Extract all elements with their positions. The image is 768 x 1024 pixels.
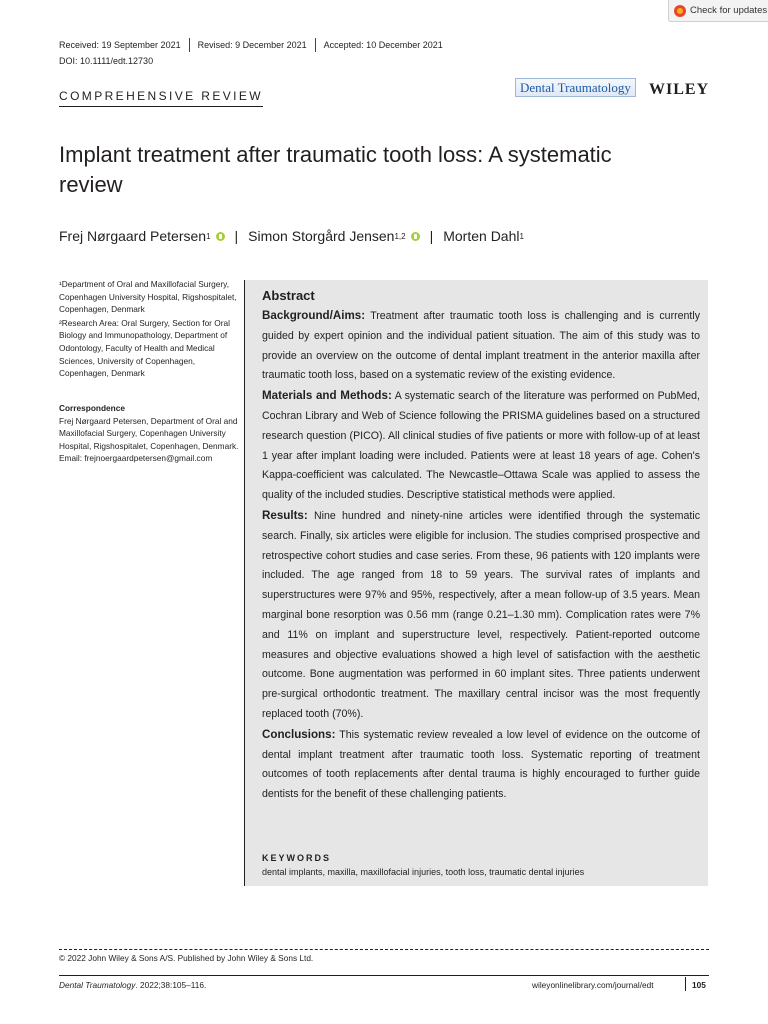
check-for-updates-label: Check for updates xyxy=(690,5,768,16)
abstract-section-text: This systematic review revealed a low level of evidence on the outcome of dental implant treatment after traumatic tooth loss. Systematic reporting of treatment outcomes of tooth replacements after dental trauma is highly encouraged to further guide dentists for the benefit of these challenging patients. xyxy=(262,728,700,801)
accepted-date: Accepted: 10 December 2021 xyxy=(323,40,443,50)
footer-rule xyxy=(59,975,709,976)
keywords-list: dental implants, maxilla, maxillofacial injuries, tooth loss, traumatic dental injuries xyxy=(262,867,585,877)
abstract-section-text: Nine hundred and ninety-nine articles were identified through the systematic search. Finally, six articles were eligible for inclusion. The studies comprised prospective and retrospective cohort studies and case series. From these, 96 patients with 120 implants were included. The age ranged from 18 to 59 years. The survival rates of implants and superstructures were 97% and 95%, respectively, after a mean follow-up of 3.5 years. Mean marginal bone resorption was 0.56 mm (range 0.21–1.30 mm). Complication rates were 7% and 11% on implant and superstructure level, respectively. Patient-reported outcome measures and objective evaluations showed a high level of satisfaction with the aesthetic outcome. Bone augmentation was performed in 60 implant sites. Three patients underwent pre-surgical orthodontic treatment. The maxillary central incisor was the most frequently replaced tooth (70%). xyxy=(262,509,700,720)
abstract-body xyxy=(262,306,700,805)
affiliations xyxy=(59,278,239,381)
author-affiliation-marker: 1 xyxy=(206,231,211,241)
footer-divider xyxy=(685,977,686,991)
crossmark-icon xyxy=(674,5,686,17)
copyright-notice: © 2022 John Wiley & Sons A/S. Published by John Wiley & Sons Ltd. xyxy=(59,953,314,963)
author-divider: | xyxy=(429,228,434,244)
abstract-section-background xyxy=(262,306,700,386)
affiliation-item: ²Research Area: Oral Surgery, Section for Oral Biology and Immunopathology, Department of Odontology, Faculty of Health and Medical Sciences, University of Copenhagen, Copenhagen, Denmark xyxy=(59,317,230,379)
abstract-section-text: Treatment after traumatic tooth loss is challenging and is currently guided by expert opinion and the individual patient situation. The aim of this study was to provide an overview on the outcome of dental implant treatment in the anterior maxilla after traumatic tooth loss, based on a systematic review of the existing evidence. xyxy=(262,310,701,382)
correspondence-heading: Correspondence xyxy=(59,403,125,413)
author-list xyxy=(59,228,524,244)
citation-journal-name: Dental Traumatology xyxy=(59,980,136,990)
journal-citation xyxy=(59,980,206,990)
affiliation-item: ¹Department of Oral and Maxillofacial Surgery, Copenhagen University Hospital, Rigshospitalet, Copenhagen, Denmark xyxy=(59,279,237,315)
abstract-section-results xyxy=(262,506,700,725)
revised-date: Revised: 9 December 2021 xyxy=(197,40,307,50)
correspondence-email[interactable]: Email: frejnoergaardpetersen@gmail.com xyxy=(59,453,213,464)
author-divider: | xyxy=(234,228,239,244)
correspondence-address: Frej Nørgaard Petersen, Department of Oral and Maxillofacial Surgery, Copenhagen University Hospital, Rigshospitalet, Copenhagen, Denmark. xyxy=(59,415,239,451)
section-label: COMPREHENSIVE REVIEW xyxy=(59,89,263,107)
article-dates xyxy=(59,38,443,52)
abstract-section-methods xyxy=(262,386,700,506)
received-date: Received: 19 September 2021 xyxy=(59,40,181,50)
abstract-section-label: Conclusions: xyxy=(262,727,336,741)
abstract-section-label: Background/Aims: xyxy=(262,309,366,322)
journal-logo[interactable]: Dental Traumatology xyxy=(515,78,636,97)
abstract-section-label: Materials and Methods: xyxy=(262,389,392,403)
abstract-section-text: A systematic search of the literature was performed on PubMed, Cochran Library and Web of Science following the PRISMA guidelines based on a structured research question (PICO). All clinical studies of five patients or more with follow-up of at least 1 year after implant loading were included. Patients were at least 18 years of age. Cohen's Kappa-coefficient was calculated. The Newcastle–Ottawa Scale was applied to assess the quality of the included studies. Descriptive statistical methods were applied. xyxy=(262,390,701,502)
author-affiliation-marker: 1 xyxy=(519,231,524,241)
journal-website-link[interactable]: wileyonlinelibrary.com/journal/edt xyxy=(532,980,654,990)
abstract-heading: Abstract xyxy=(262,288,315,303)
page-number: 105 xyxy=(692,980,706,990)
date-divider xyxy=(315,38,316,52)
check-for-updates-button[interactable] xyxy=(668,0,768,22)
footer-dotted-rule xyxy=(59,949,709,950)
abstract-section-conclusions xyxy=(262,725,700,805)
author-name[interactable]: Frej Nørgaard Petersen xyxy=(59,228,207,244)
author-name[interactable]: Morten Dahl xyxy=(443,228,520,244)
publisher-logo[interactable]: WILEY xyxy=(649,81,710,98)
author-name[interactable]: Simon Storgård Jensen xyxy=(248,228,395,244)
orcid-icon[interactable] xyxy=(411,232,420,241)
citation-volume: . 2022;38:105–116. xyxy=(135,980,207,990)
author-affiliation-marker: 1,2 xyxy=(394,231,406,241)
article-title: Implant treatment after traumatic tooth loss: A systematic review xyxy=(59,142,612,197)
doi[interactable]: DOI: 10.1111/edt.12730 xyxy=(59,56,154,66)
orcid-icon[interactable] xyxy=(216,232,225,241)
keywords-heading: KEYWORDS xyxy=(262,853,332,863)
correspondence xyxy=(59,402,244,465)
abstract-section-label: Results: xyxy=(262,508,308,522)
date-divider xyxy=(189,38,190,52)
